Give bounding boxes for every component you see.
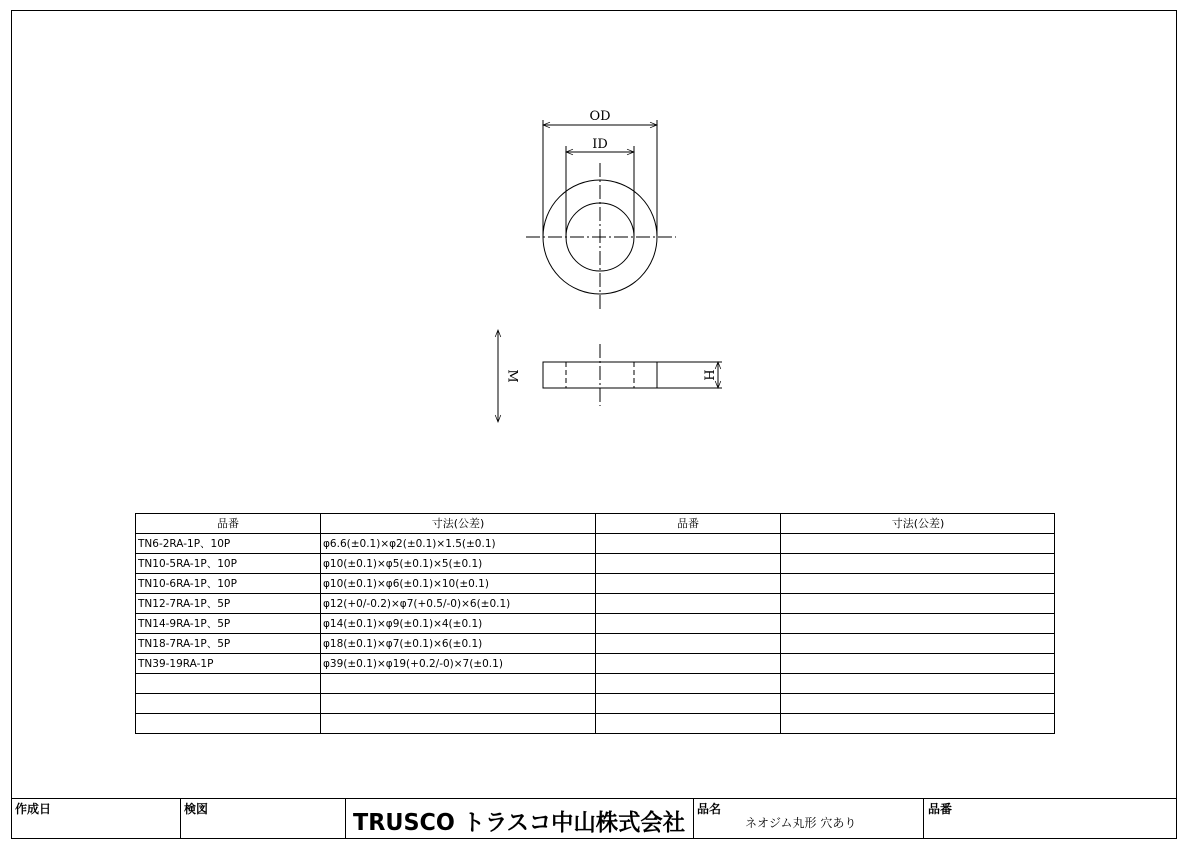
- row-4-dim: φ12(+0/-0.2)×φ7(+0.5/-0)×6(±0.1): [323, 598, 511, 610]
- od-label: OD: [589, 109, 611, 124]
- drawing-frame: [12, 11, 1177, 799]
- row-7-dim: φ39(±0.1)×φ19(+0.2/-0)×7(±0.1): [323, 658, 503, 670]
- product-name-label: 品名: [697, 802, 722, 816]
- header-part-number-2: 品番: [677, 517, 699, 530]
- row-2-dim: φ10(±0.1)×φ5(±0.1)×5(±0.1): [323, 558, 483, 570]
- header-dimension-1: 寸法(公差): [431, 517, 485, 530]
- row-7-part: TN39-19RA-1P: [138, 658, 214, 670]
- checked-label: 検図: [184, 802, 209, 816]
- row-1-part: TN6-2RA-1P、10P: [138, 538, 231, 550]
- product-name-value: ネオジム丸形 穴あり: [745, 816, 857, 830]
- m-label: M: [504, 369, 520, 383]
- header-part-number-1: 品番: [217, 517, 239, 530]
- company-name: TRUSCO トラスコ中山株式会社: [353, 810, 696, 836]
- row-2-part: TN10-5RA-1P、10P: [138, 558, 237, 570]
- row-3-part: TN10-6RA-1P、10P: [138, 578, 237, 590]
- row-5-part: TN14-9RA-1P、5P: [138, 618, 231, 630]
- h-label: H: [700, 369, 716, 381]
- id-label: ID: [592, 137, 608, 152]
- ring-side-view: [498, 330, 722, 422]
- row-5-dim: φ14(±0.1)×φ9(±0.1)×4(±0.1): [323, 618, 483, 630]
- row-1-dim: φ6.6(±0.1)×φ2(±0.1)×1.5(±0.1): [323, 538, 496, 550]
- header-dimension-2: 寸法(公差): [891, 517, 945, 530]
- row-4-part: TN12-7RA-1P、5P: [138, 598, 231, 610]
- parts-table: [136, 514, 1055, 734]
- created-date-label: 作成日: [15, 802, 52, 816]
- part-number-label: 品番: [928, 802, 953, 816]
- row-6-part: TN18-7RA-1P、5P: [138, 638, 231, 650]
- row-3-dim: φ10(±0.1)×φ6(±0.1)×10(±0.1): [323, 578, 489, 590]
- row-6-dim: φ18(±0.1)×φ7(±0.1)×6(±0.1): [323, 638, 483, 650]
